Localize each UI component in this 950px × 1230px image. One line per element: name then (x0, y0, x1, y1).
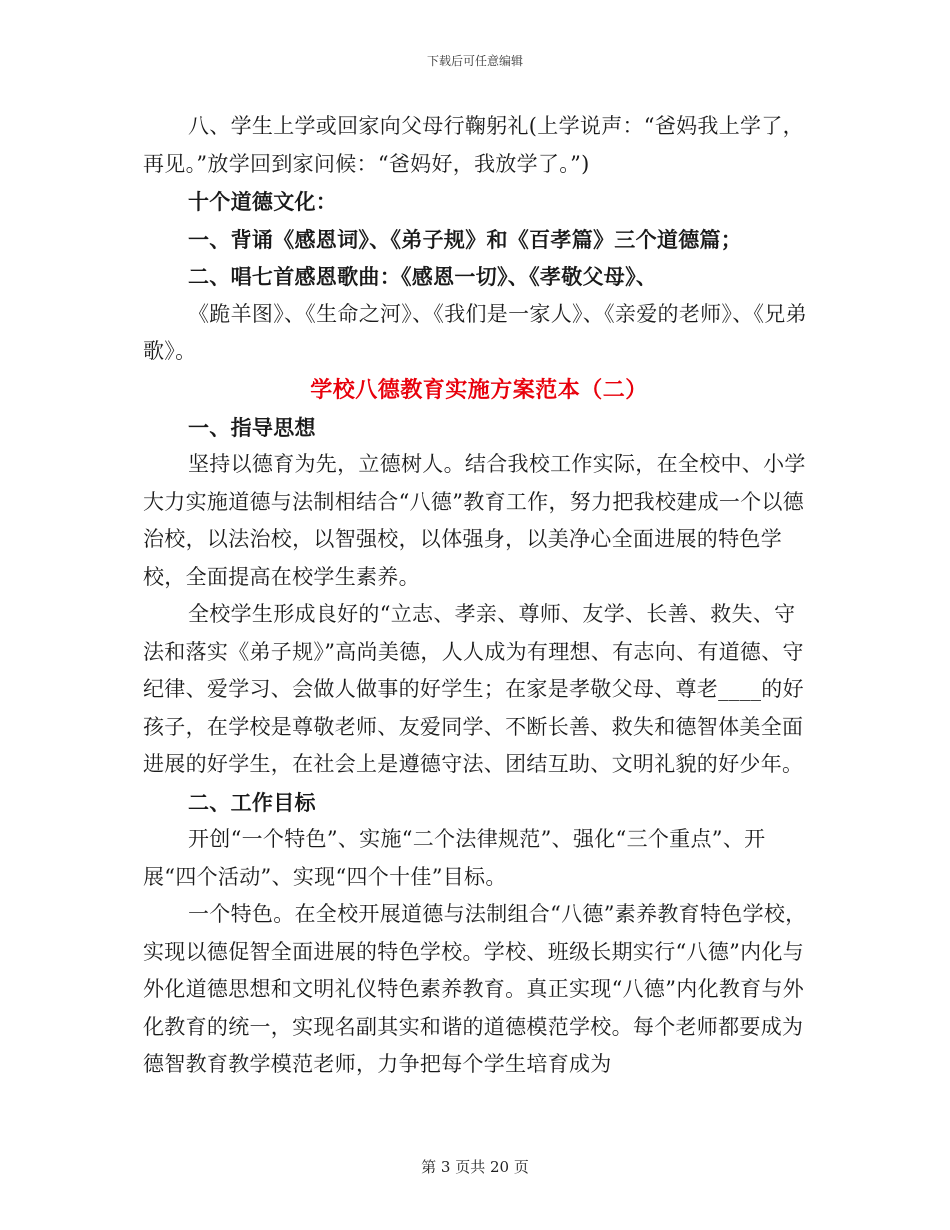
page-header: 下载后可任意编辑 (426, 54, 523, 68)
document-body (143, 108, 815, 1084)
item-sing-songs: 二、唱七首感恩歌曲：《感恩一切》、《孝敬父母》、 (188, 264, 658, 289)
paragraph-student-virtues: 全校学生形成良好的“立志、孝亲、尊师、友学、长善、救失、守法和落实《弟子规》”高尚美德，人人成为有理想、有志向、有道德、守纪律、爱学习、会做人做事的好学生；在家是孝敬父母、尊老____的好孩子，在学校是尊敬老师、友爱同学、不断长善、救失和德智体美全面进展的好学生，在社会上是遵德守法、团结互助、文明礼貌的好少年。 (143, 602, 804, 776)
section-title: 学校八德教育实施方案范本（二） (310, 376, 648, 403)
heading-ten-moral-cultures: 十个道德文化： (188, 189, 338, 214)
paragraph-one-feature: 一个特色。在全校开展道德与法制组合“八德”素养教育特色学校，实现以德促智全面进展的特色学校。学校、班级长期实行“八德”内化与外化道德思想和文明礼仪特色素养教育。真正实现“八德”内化教育与外化教育的统一，实现名副其实和谐的道德模范学校。每个老师都要成为德智教育教学模范老师，力争把每个学生培育成为 (143, 902, 807, 1076)
paragraph-bow-etiquette: 八、学生上学或回家向父母行鞠躬礼(上学说声：“爸妈我上学了，再见。”放学回到家问候：“爸妈好，我放学了。”) (143, 114, 804, 176)
paragraph-goals-summary: 开创“一个特色”、实施“二个法律规范”、强化“三个重点”、开展“四个活动”、实现“四个十佳”目标。 (143, 827, 766, 889)
heading-guiding-ideology: 一、指导思想 (188, 414, 316, 440)
paragraph-guiding-ideology: 坚持以德育为先，立德树人。结合我校工作实际，在全校中、小学大力实施道德与法制相结合“八德”教育工作，努力把我校建成一个以德治校，以法治校，以智强校，以体强身，以美净心全面进展的特色学校，全面提高在校学生素养。 (143, 452, 806, 589)
page-footer: 第 3 页共 20 页 (421, 1158, 529, 1176)
heading-work-goals: 二、工作目标 (188, 789, 316, 815)
item-recite-texts: 一、背诵《感恩词》、《弟子规》和《百孝篇》三个道德篇； (188, 226, 743, 252)
song-list: 《跪羊图》、《生命之河》、《我们是一家人》、《亲爱的老师》、《兄弟歌》。 (143, 301, 807, 363)
